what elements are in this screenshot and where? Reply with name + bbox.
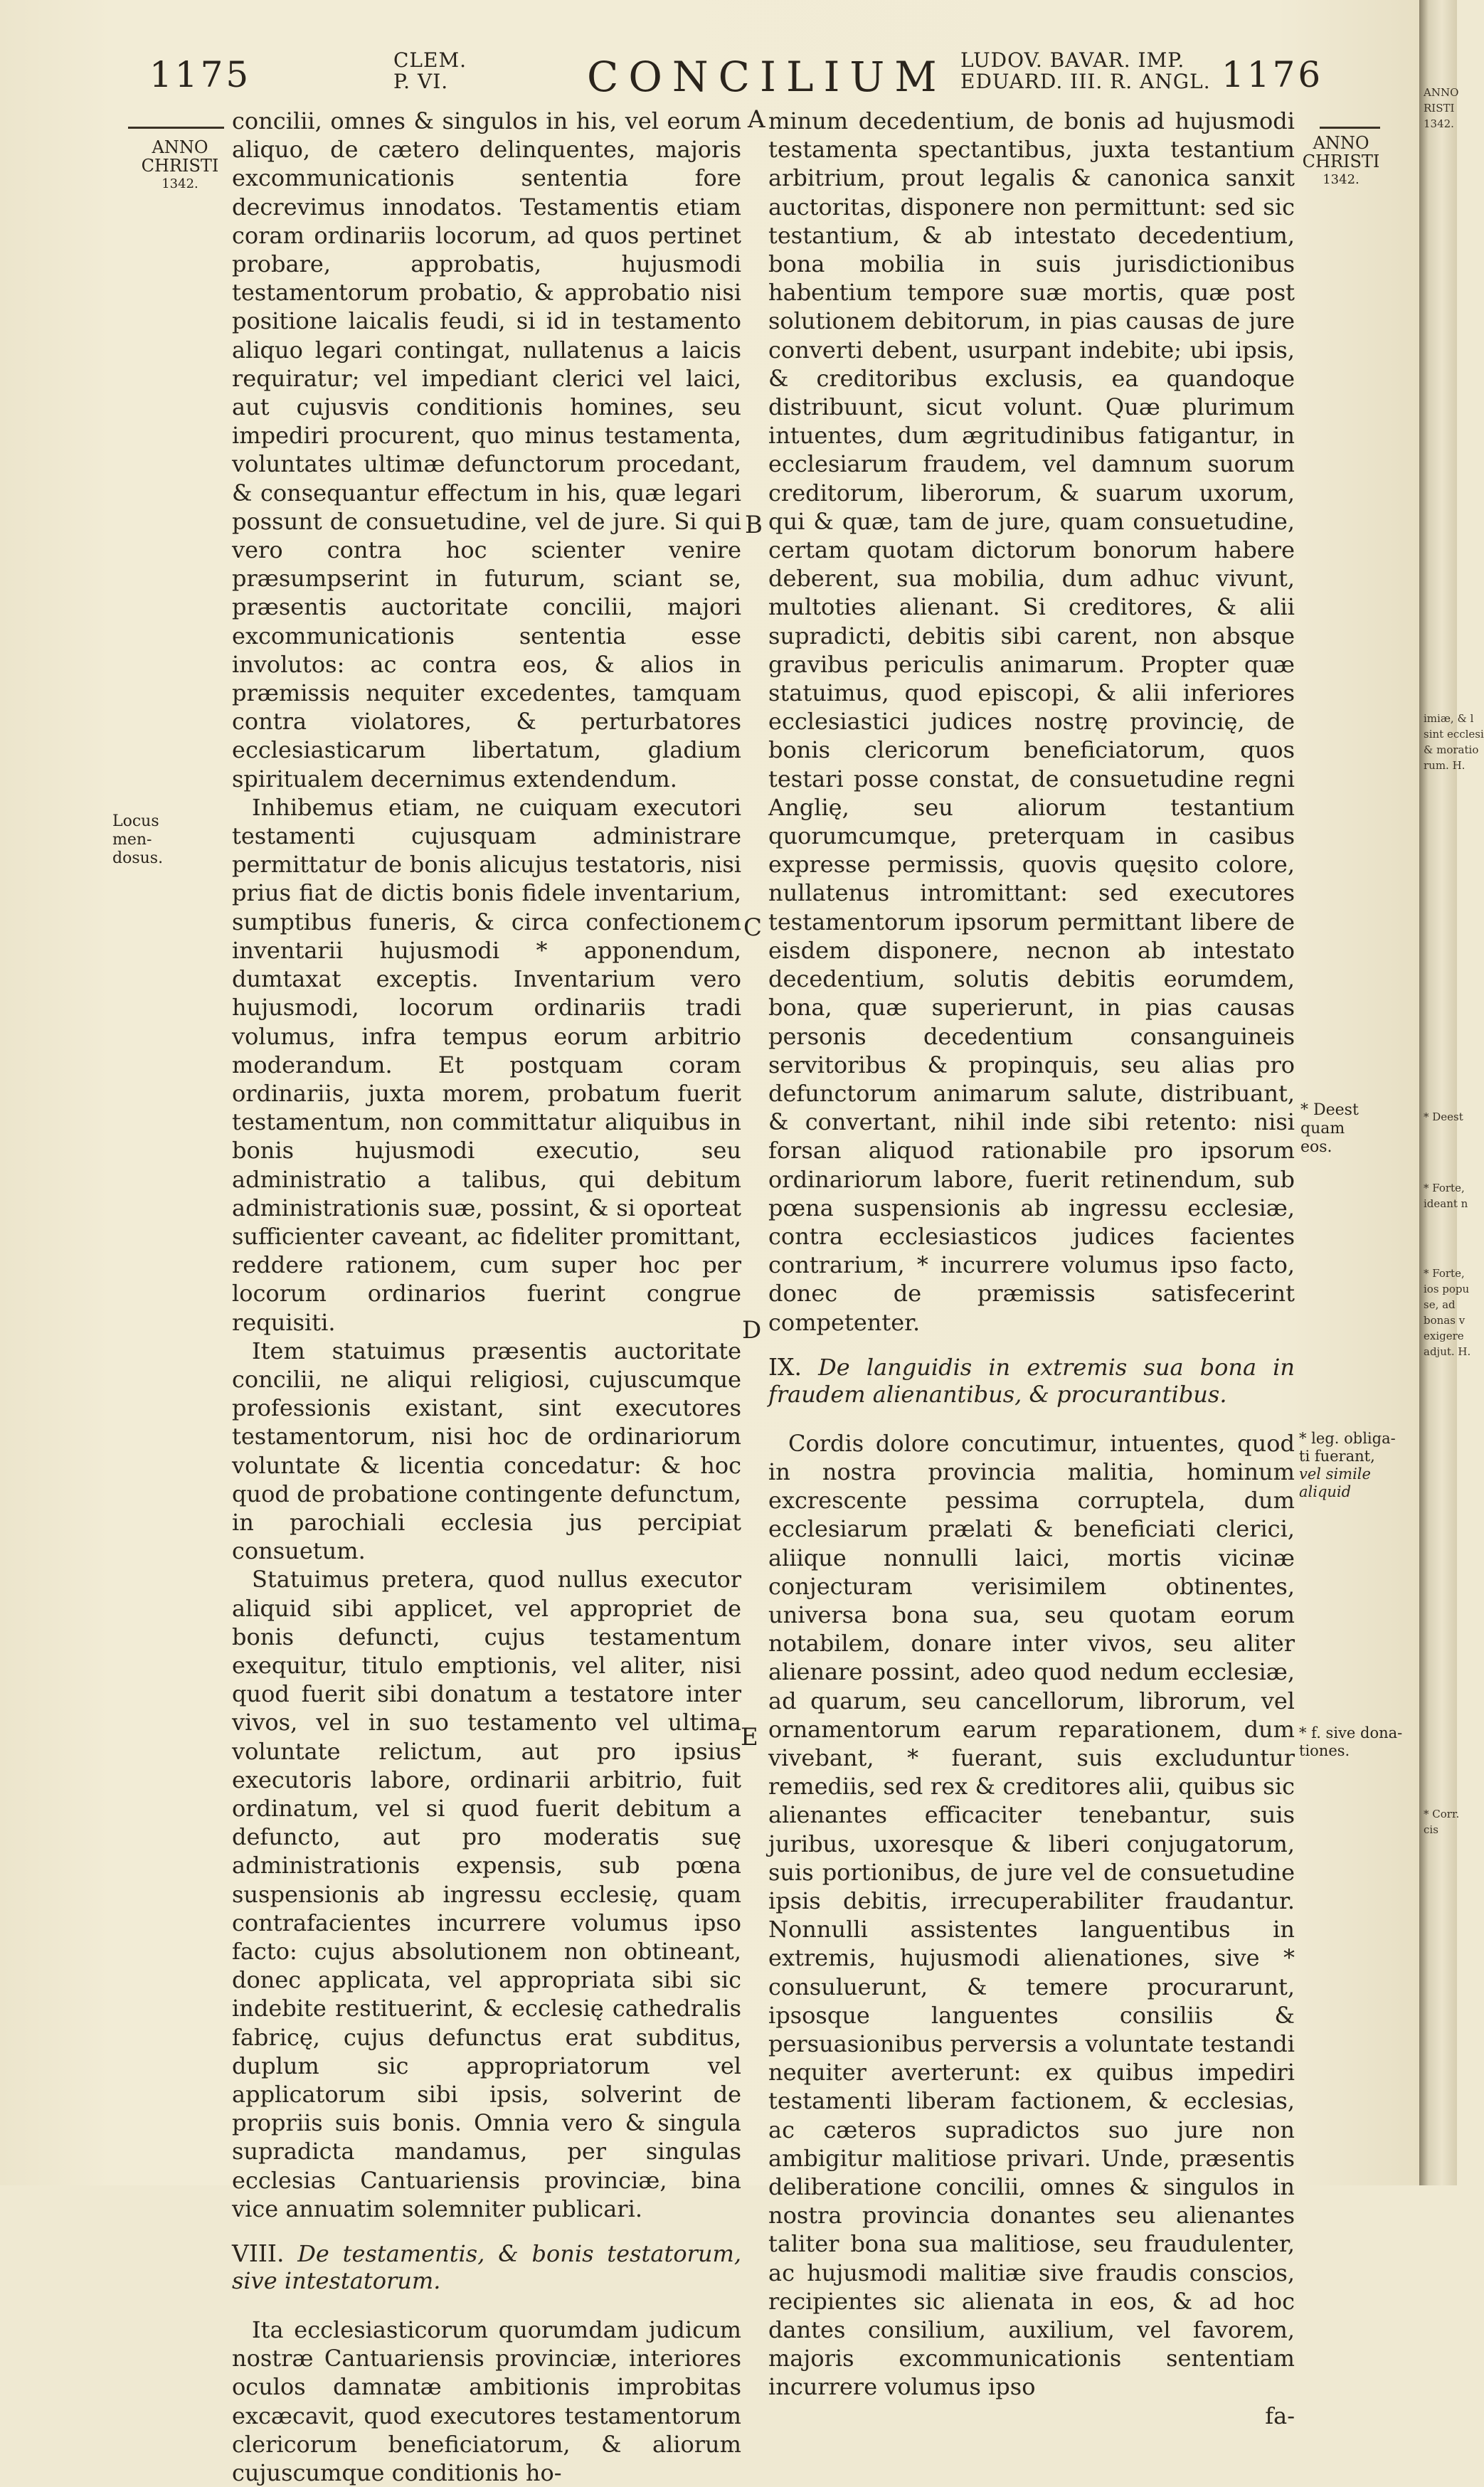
left-paragraph-5: Ita ecclesiasticorum quorumdam judicum nostræ Cantuariensis provinciæ, interiores oculos damnatæ ambitionis improbitas excæcavit, quod executores testamentorum clericorum beneficiatorum, & aliorum cujuscumque conditionis ho- <box>232 2316 741 2487</box>
edge-fragment: bonas v <box>1424 1314 1466 1327</box>
edge-fragment: * Forte, <box>1424 1182 1465 1194</box>
section-letter-c: C <box>743 913 763 942</box>
edge-fragment: imiæ, & l <box>1424 712 1474 725</box>
section-letter-e: E <box>741 1723 758 1751</box>
right-text-column <box>768 107 1295 2430</box>
right-paragraph-1: minum decedentium, de bonis ad hujusmodi testamenta spectantibus, juxta testantium arbitrium, prout legalis & canonica sanxit auctoritas, disponere non permittunt: sed sic testantium, & ab intestato decedentium, bona mobilia in suis jurisdictionibus habentium tempore suæ mortis, quæ post solutionem debitorum, in pias causas de jure converti debent, usurpant indebite; ubi ipsis, & creditoribus exclusis, ea quandoque distribuunt, sicut volunt. Quæ plurimum intuentes, dum ægritudinibus fatigantur, in ecclesiarum fraudem, vel damnum suorum creditorum, liberorum, & suarum uxorum, qui & quæ, tam de jure, quam consuetudine, certam quotam dictorum bonorum habere deberent, sua mobilia, dum adhuc vivunt, multoties alienant. Si creditores, & alii supradicti, debitis sibi carent, non absque gravibus periculis animarum. Propter quæ statuimus, quod episcopi, & alii inferiores ecclesiastici judices nostrę provincię, de bonis clericorum beneficiatorum, quos testari posse constat, de consuetudine regni Anglię, seu aliorum testantium quorumcumque, preterquam in casibus expresse permissis, quovis quęsito colore, nullatenus intromittant: sed executores testamentorum ipsorum permittant libere de eisdem disponere, necnon ab intestato decedentium, solutis debitis eorumdem, bona, quæ superierunt, in pias causas personis decedentium consanguineis servitoribus & propinquis, seu alias pro defunctorum animarum salute, distribuant, & convertant, nihil inde sibi retento: nisi forsan aliquod rationabile pro ipsorum ordinariorum labore, fuerit retinendum, sub pœna suspensionis ab ingressu ecclesiæ, contra ecclesiasticos judices facientes contrarium, * incurrere volumus ipso facto, donec de præmissis satisfecerint competenter. <box>768 107 1295 1336</box>
edge-fragment: * Deest <box>1424 1110 1463 1123</box>
header-rulers: LUDOV. BAVAR. IMP. EDUARD. III. R. ANGL. <box>960 48 1211 93</box>
section-heading-viii: VIII. De testamentis, & bonis testatorum, sive intestatorum. <box>232 2239 742 2295</box>
left-paragraph-3: Item statuimus præsentis auctoritate concilii, ne aliqui religiosi, cujuscumque professionis existant, sint executores testamentorum, nisi hoc de ordinariorum voluntate & licentia concedatur: & hoc quod de probatione contingente defunctum, in parochiali ecclesia jus percipiat consuetum. <box>232 1337 741 1565</box>
margin-note-locus: Locus men- dosus. <box>112 812 164 867</box>
edge-fragment: RISTI <box>1424 102 1455 115</box>
margin-year-right: ANNO CHRISTI 1342. <box>1302 133 1380 187</box>
margin-note-leg: * leg. obliga- ti fuerant, vel simile aliquid <box>1299 1430 1396 1500</box>
edge-fragment: cis <box>1424 1823 1438 1836</box>
catchword: fa- <box>1265 2402 1295 2429</box>
right-paragraph-2: Cordis dolore concutimur, intuentes, quod in nostra provincia malitia, hominum excrescente pessima corruptela, dum ecclesiarum prælati & beneficiati clerici, aliique nonnulli laici, mortis vicinæ conjecturam verisimilem obtinentes, universa bona sua, seu quotam eorum notabilem, donare inter vivos, seu aliter alienare possint, adeo quod nedum ecclesiæ, ad quarum, seu cancellorum, librorum, vel ornamentorum earum reparationem, dum vivebant, * fuerant, suis excluduntur remediis, sed rex & creditores alii, quibus sic alienantes efficaciter tenebantur, suis juribus, uxoresque & liberi conjugatorum, suis portionibus, de jure vel de consuetudine ipsis debitis, irrecuperabiliter fraudantur. Nonnulli assistentes languentibus in extremis, hujusmodi alienationes, sive * consuluerunt, & temere procurarunt, ipsosque languentes consiliis & persuasionibus perversis a voluntate testandi nequiter averterunt: ex quibus impediri testamenti liberam factionem, & ecclesias, ac cæteros supradictos suo jure non ambigitur malitiose privari. Unde, præsentis deliberatione concilii, omnes & singulos in nostra provincia donantes seu alienantes taliter bona sua malitiose, seu fraudulenter, ac hujusmodi malitiæ sive fraudis conscios, recipientes sic alienata in eos, & ad hoc dantes consilium, auxilium, vel favorem, majoris excommunicationis sententiam incurrere volumus ipso <box>768 1429 1295 2401</box>
left-text-column <box>232 107 741 2487</box>
edge-fragment: se, ad <box>1424 1298 1456 1311</box>
margin-note-deest: * Deest quam eos. <box>1300 1101 1359 1156</box>
margin-rule-left <box>128 127 224 129</box>
margin-rule-right <box>1320 127 1380 129</box>
edge-fragment: ios popu <box>1424 1283 1470 1295</box>
edge-fragment: adjut. H. <box>1424 1345 1471 1358</box>
edge-fragment: exigere <box>1424 1330 1464 1342</box>
edge-fragment: * Forte, <box>1424 1267 1465 1280</box>
section-letter-a: A <box>748 105 765 134</box>
left-paragraph-2: Inhibemus etiam, ne cuiquam executori testamenti cujusquam administrare permittatur de bonis alicujus testatoris, nisi prius fiat de dictis bonis fidele inventarium, sumptibus funeris, & circa confectionem inventarii hujusmodi * apponendum, dumtaxat exceptis. Inventarium vero hujusmodi, locorum ordinariis tradi volumus, infra tempus eorum arbitrio moderandum. Et postquam coram ordinariis, juxta morem, probatum fuerit testamentum, non committatur aliquibus in bonis hujusmodi executio, seu administratio a talibus, qui debitum administrationis suæ, possint, & si oporteat sufficienter caveant, ac fideliter promittant, reddere rationem, cum super hoc per locorum ordinarios fuerint congrue requisiti. <box>232 793 741 1336</box>
header-pope: CLEM. P. VI. <box>393 48 467 93</box>
edge-fragment: 1342. <box>1424 117 1454 130</box>
adjacent-page-edge <box>1419 0 1484 2185</box>
edge-fragment: & moratio <box>1424 743 1479 756</box>
edge-fragment: rum. H. <box>1424 759 1466 772</box>
page-number-left: 1175 <box>149 54 252 95</box>
section-heading-ix: IX. De languidis in extremis sua bona in fraudem alienantibus, & procurantibus. <box>768 1352 1295 1408</box>
margin-note-fsive: * f. sive dona- tiones. <box>1299 1724 1403 1759</box>
edge-fragment: ANNO <box>1424 86 1459 99</box>
left-paragraph-4: Statuimus pretera, quod nullus executor aliquid sibi applicet, vel appropriet de bonis defuncti, cujus testamentum exequitur, titulo emptionis, vel aliter, nisi quod fuerit sibi donatum a testatore inter vivos, vel in suo testamento vel ultima voluntate relictum, aut pro ipsius executoris labore, ordinarii arbitrio, fuit ordinatum, vel si quod fuerit debitum a defuncto, aut pro moderatis suę administrationis expensis, sub pœna suspensionis ab ingressu ecclesię, quam contrafacientes incurrere volumus ipso facto: cujus absolutionem non obtineant, donec applicata, vel appropriata sibi sic indebite restituerint, & ecclesię cathedralis fabricę, cujus defunctus erat subditus, duplum sic appropriatorum vel applicatorum sibi ipsis, solverint de propriis suis bonis. Omnia vero & singula supradicta mandamus, per singulas ecclesias Cantuariensis provinciæ, bina vice annuatim solemniter publicari. <box>232 1566 741 2222</box>
margin-year-left: ANNO CHRISTI 1342. <box>141 137 219 191</box>
edge-fragment: * Corr. <box>1424 1808 1460 1820</box>
section-letter-d: D <box>742 1316 762 1345</box>
left-paragraph-1: concilii, omnes & singulos in his, vel eorum aliquo, de cætero delinquentes, majoris excommunicationis sententia fore decrevimus innodatos. Testamentis etiam coram ordinariis locorum, ad quos pertinet probare, approbatis, hujusmodi testamentorum probatio, & approbatio nisi positione laicalis feudi, si id in testamento aliquo legari contingat, nullatenus a laicis requiratur; vel impediant clerici vel laici, aut cujusvis conditionis homines, seu impediri procurent, quo minus testamenta, voluntates ultimæ defunctorum procedant, & consequantur effectum in his, quæ legari possunt de consuetudine, vel de jure. Si qui vero contra hoc scienter venire præsumpserint in futurum, sciant se, præsentis auctoritate concilii, majori excommunicationis sententia esse involutos: ac contra eos, & alios in præmissis nequiter excedentes, tamquam contra violatores, & perturbatores ecclesiasticarum libertatum, gladium spiritualem decernimus extendendum. <box>232 107 741 792</box>
edge-fragment: ideant n <box>1424 1197 1468 1210</box>
page-number-right: 1176 <box>1221 54 1324 95</box>
running-header <box>0 50 1419 114</box>
header-title: CONCILIUM <box>587 53 947 101</box>
edge-fragment: sint ecclesi <box>1424 728 1484 741</box>
section-letter-b: B <box>745 511 763 539</box>
